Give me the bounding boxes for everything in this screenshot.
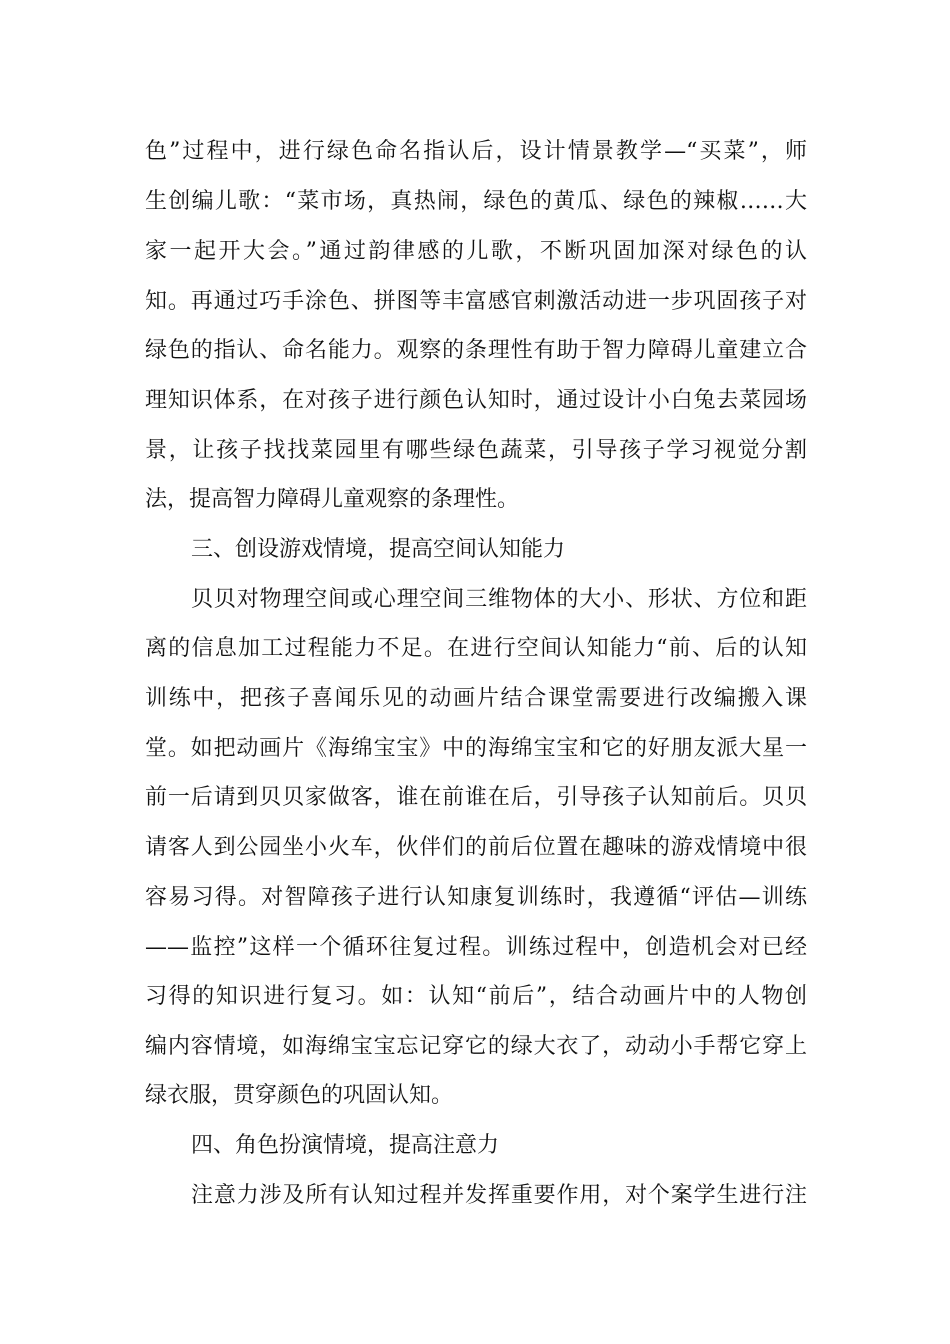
text-line: 堂。如把动画片《海绵宝宝》中的海绵宝宝和它的好朋友派大星一 <box>145 736 807 761</box>
text-line: ——监控”这样一个循环往复过程。训练过程中，创造机会对已经 <box>145 935 807 960</box>
text-line: 法，提高智力障碍儿童观察的条理性。 <box>145 487 520 512</box>
paragraph-first-line: 注意力涉及所有认知过程并发挥重要作用，对个案学生进行注 <box>191 1183 807 1208</box>
text-line: 家一起开大会。”通过韵律感的儿歌，不断巩固加深对绿色的认 <box>145 239 807 264</box>
text-line: 习得的知识进行复习。如：认知“前后”，结合动画片中的人物创 <box>145 984 807 1009</box>
text-line: 绿衣服，贯穿颜色的巩固认知。 <box>145 1083 454 1108</box>
text-line: 请客人到公园坐小火车，伙伴们的前后位置在趣味的游戏情境中很 <box>145 835 807 860</box>
text-line: 色”过程中，进行绿色命名指认后，设计情景教学—“买菜”，师 <box>145 139 807 164</box>
text-line: 绿色的指认、命名能力。观察的条理性有助于智力障碍儿童建立合 <box>145 338 807 363</box>
text-line: 前一后请到贝贝家做客，谁在前谁在后，引导孩子认知前后。贝贝 <box>145 785 807 810</box>
text-line: 容易习得。对智障孩子进行认知康复训练时，我遵循“评估—训练 <box>145 885 807 910</box>
text-line: 离的信息加工过程能力不足。在进行空间认知能力“前、后的认知 <box>145 636 807 661</box>
text-line: 编内容情境，如海绵宝宝忘记穿它的绿大衣了，动动小手帮它穿上 <box>145 1034 807 1059</box>
text-line: 理知识体系，在对孩子进行颜色认知时，通过设计小白兔去菜园场 <box>145 388 807 413</box>
text-line: 景，让孩子找找菜园里有哪些绿色蔬菜，引导孩子学习视觉分割 <box>145 438 807 463</box>
section-heading: 四、角色扮演情境，提高注意力 <box>191 1133 500 1158</box>
text-line: 知。再通过巧手涂色、拼图等丰富感官刺激活动进一步巩固孩子对 <box>145 289 807 314</box>
section-heading: 三、创设游戏情境，提高空间认知能力 <box>191 537 566 562</box>
text-line: 生创编儿歌：“菜市场，真热闹，绿色的黄瓜、绿色的辣椒……大 <box>145 189 807 214</box>
paragraph-first-line: 贝贝对物理空间或心理空间三维物体的大小、形状、方位和距 <box>191 587 807 612</box>
text-line: 训练中，把孩子喜闻乐见的动画片结合课堂需要进行改编搬入课 <box>145 686 807 711</box>
